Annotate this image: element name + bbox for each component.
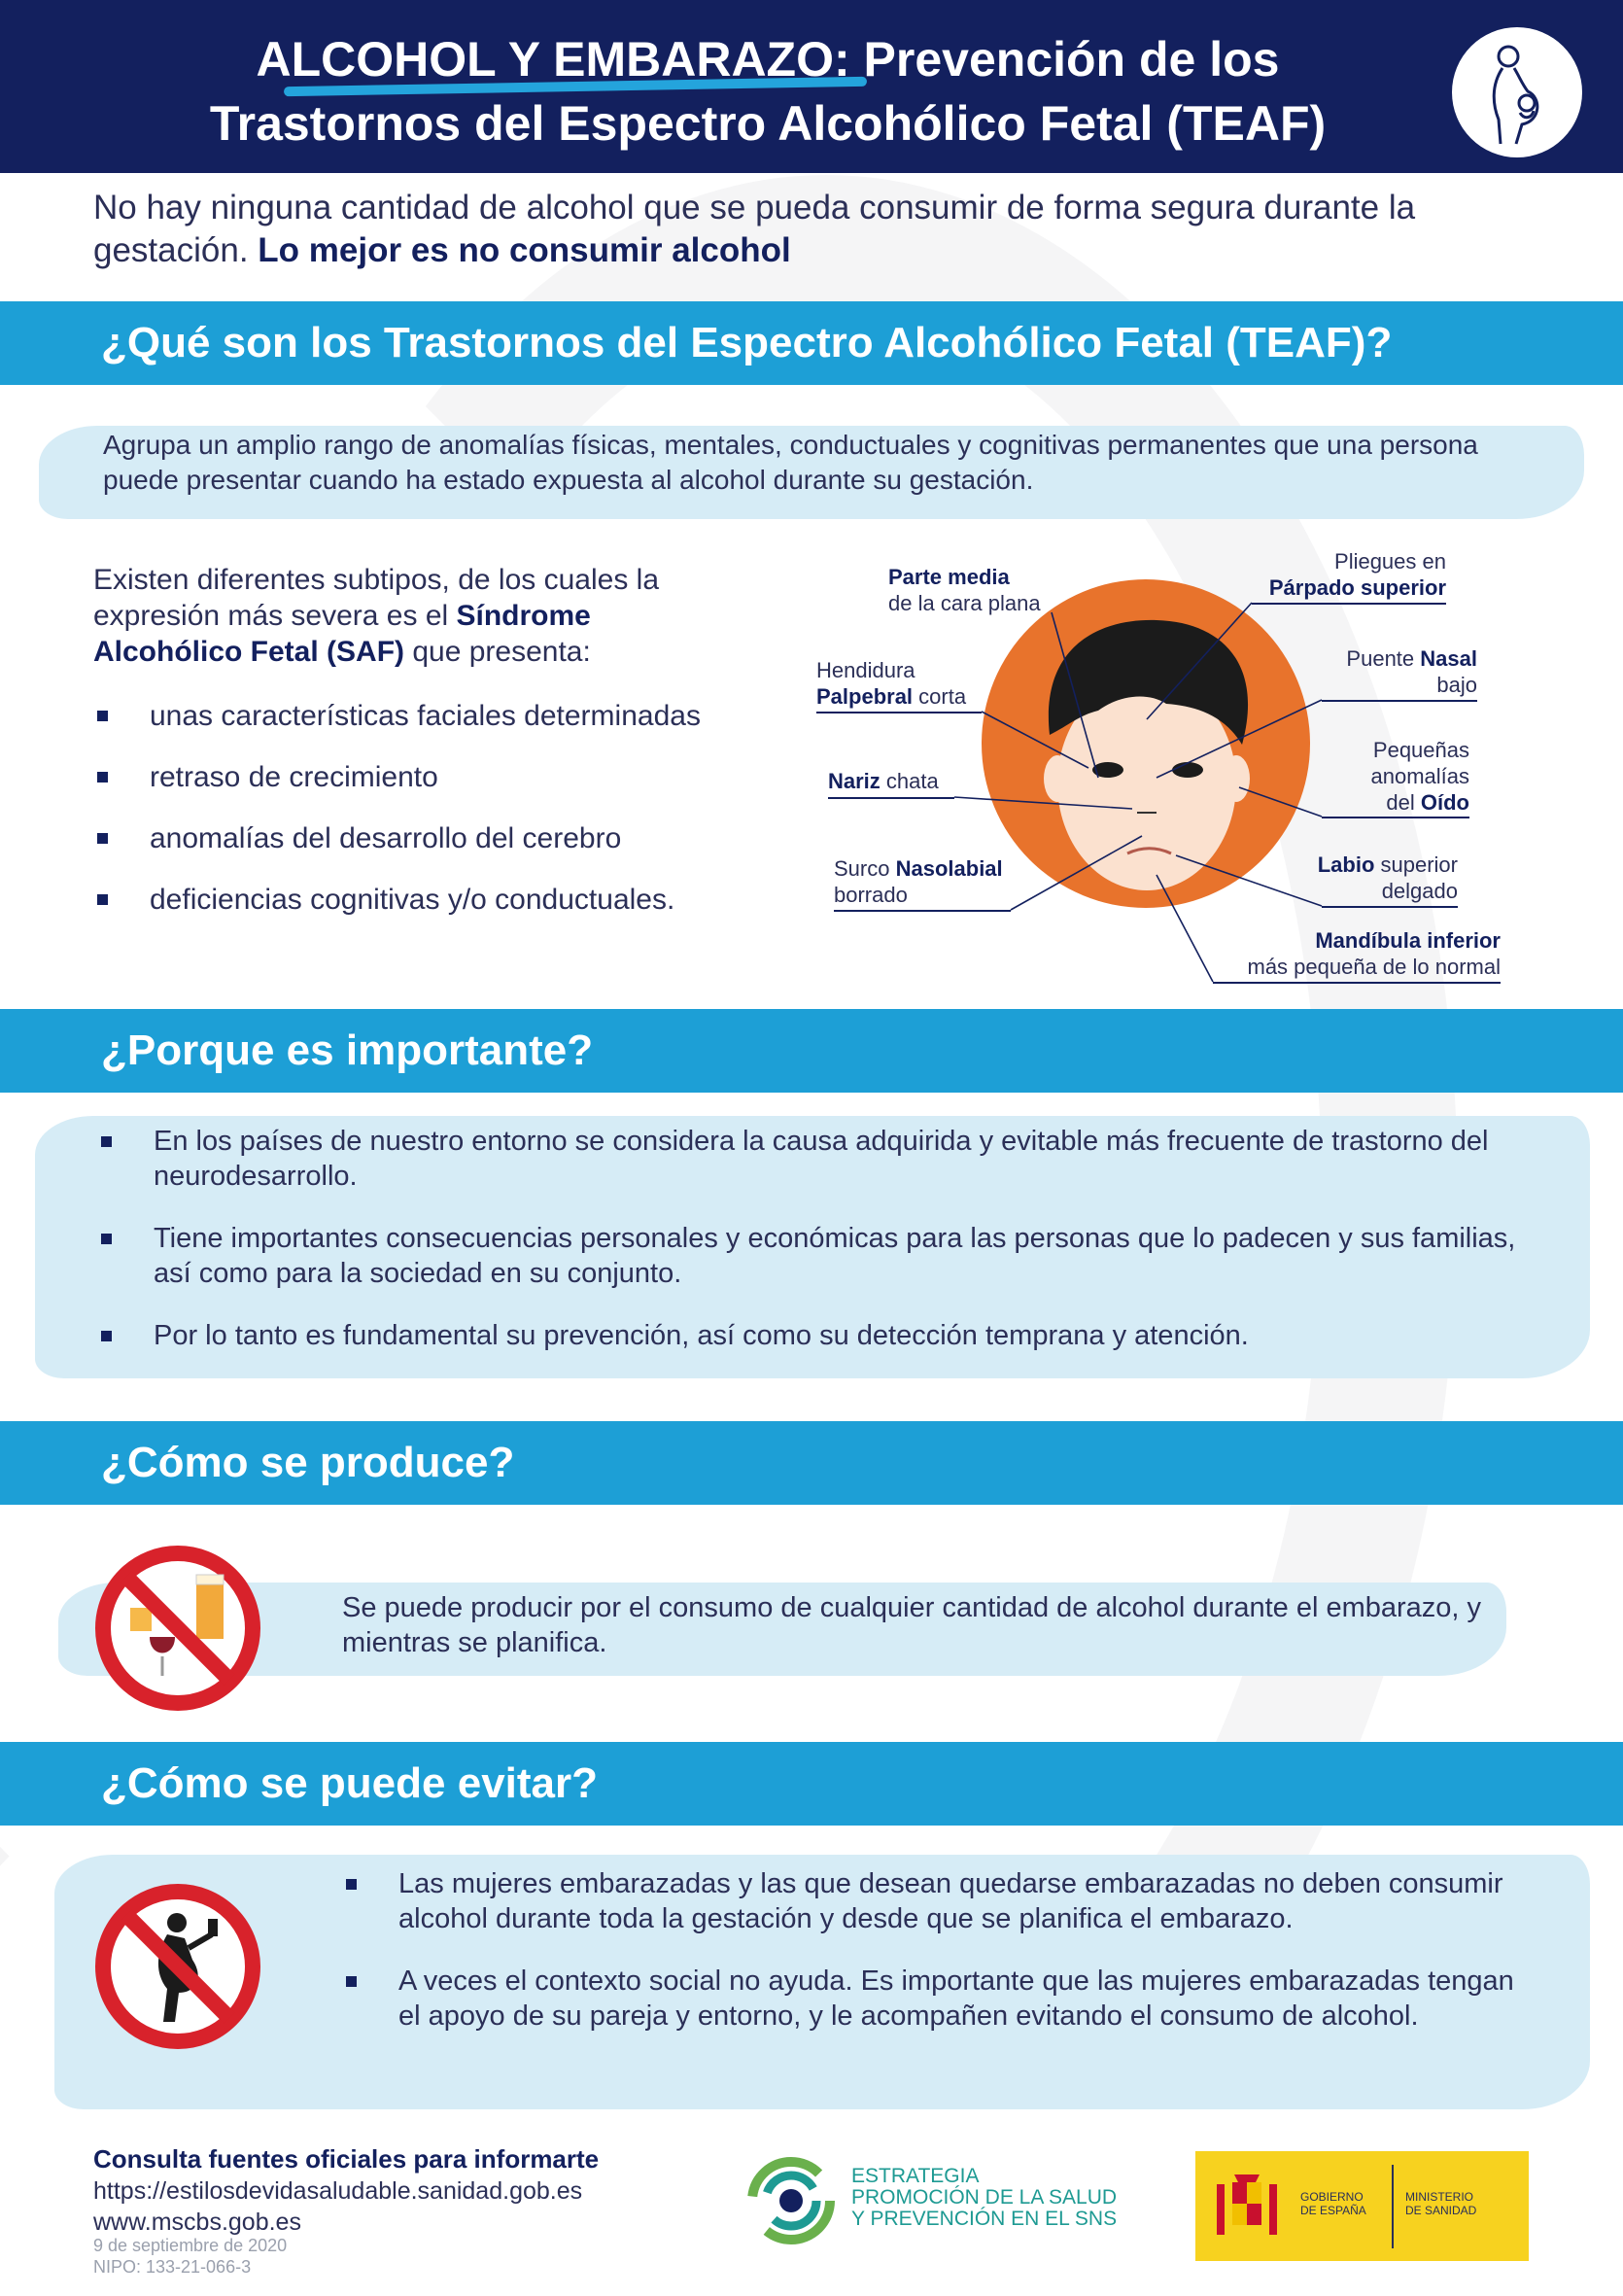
gobierno-text: GOBIERNO DE ESPAÑA (1300, 2190, 1366, 2217)
title-bold: ALCOHOL Y EMBARAZO: (256, 32, 850, 87)
list-item: retraso de crecimiento (93, 759, 793, 795)
label-jaw: Mandíbula inferior más pequeña de lo normal (1247, 928, 1501, 979)
label-nasal: Puente Nasal bajo (1346, 646, 1477, 697)
title-rest: Prevención de los (863, 32, 1280, 87)
subtypes-pre: Existen diferentes subtipos, de los cuales la expresión más severa es el (93, 564, 659, 632)
footer-link[interactable]: https://estilosdevidasaludable.sanidad.gob.es (93, 2177, 583, 2205)
section-title: ¿Cómo se produce? (101, 1439, 515, 1486)
list-item: anomalías del desarrollo del cerebro (93, 820, 793, 856)
importance-list (97, 1124, 1516, 1353)
definition-text: Agrupa un amplio rango de anomalías físicas, mentales, conductuales y cognitivas permanentes que una persona puede presentar cuando ha estado expuesta al alcohol durante su gestación. (103, 430, 1478, 495)
label-ear: Pequeñas anomalías del Oído (1370, 738, 1469, 815)
footer-nipo: NIPO: 133-21-066-3 (93, 2257, 252, 2277)
section-band (0, 1742, 1623, 1826)
label-eyelid: Pliegues en Párpado superior (1268, 549, 1446, 600)
no-alcohol-icon (95, 1546, 260, 1711)
no-drinking-pregnant-icon (95, 1884, 260, 2049)
section-band (0, 1009, 1623, 1093)
list-item: Las mujeres embarazadas y las que desean quedarse embarazadas no deben consumir alcohol durante toda la gestación y desde que se planifica el embarazo. (342, 1866, 1537, 1936)
section-title: ¿Qué son los Trastornos del Espectro Alcohólico Fetal (TEAF)? (101, 319, 1393, 366)
footer-link[interactable]: www.mscbs.gob.es (93, 2209, 301, 2236)
label-palpebral: Hendidura Palpebral corta (816, 658, 967, 709)
title-line2: Trastornos del Espectro Alcohólico Fetal (TEAF) (209, 96, 1327, 151)
ministerio-text: MINISTERIO DE SANIDAD (1405, 2190, 1477, 2217)
list-item: deficiencias cognitivas y/o conductuales. (93, 882, 793, 918)
section-title: ¿Porque es importante? (101, 1026, 594, 1074)
cause-text: Se puede producir por el consumo de cualquier cantidad de alcohol durante el embarazo, y mientras se planifica. (342, 1592, 1482, 1658)
section-title: ¿Cómo se puede evitar? (101, 1759, 599, 1807)
section-band (0, 1421, 1623, 1505)
label-lip: Labio superior delgado (1317, 852, 1458, 903)
list-item: unas características faciales determinadas (93, 698, 793, 734)
logo-divider (1392, 2165, 1394, 2248)
label-philtrum: Surco Nasolabial borrado (834, 856, 1003, 907)
list-item: En los países de nuestro entorno se considera la causa adquirida y evitable más frecuente de trastorno del neurodesarrollo. (97, 1124, 1516, 1194)
prevention-list (342, 1866, 1537, 2034)
estrategia-text: ESTRATEGIA PROMOCIÓN DE LA SALUD Y PREVENCIÓN EN EL SNS (851, 2165, 1118, 2230)
estrategia-logo-icon (746, 2156, 836, 2245)
coat-of-arms-icon (1213, 2165, 1281, 2248)
list-item: Por lo tanto es fundamental su prevención, así como su detección temprana y atención. (97, 1318, 1516, 1353)
subtypes-bold: Síndrome Alcohólico Fetal (SAF) (93, 600, 591, 668)
footer-title: Consulta fuentes oficiales para informarte (93, 2144, 600, 2174)
subtypes-post: que presenta: (412, 636, 591, 668)
footer-date: 9 de septiembre de 2020 (93, 2236, 288, 2255)
government-logo (1195, 2151, 1529, 2261)
label-nose: Nariz chata (828, 769, 939, 793)
intro-emphasis: Lo mejor es no consumir alcohol (258, 231, 791, 269)
list-item: Tiene importantes consecuencias personales y económicas para las personas que lo padecen y sus familias, así como para la sociedad en su conjunto. (97, 1221, 1516, 1291)
leader-lines (0, 0, 1623, 1069)
intro-statement: No hay ninguna cantidad de alcohol que se pueda consumir de forma segura durante la gestación. (93, 189, 1416, 269)
list-item: A veces el contexto social no ayuda. Es importante que las mujeres embarazadas tengan el apoyo de su pareja y entorno, y le acompañen evitando el consumo de alcohol. (342, 1964, 1537, 2034)
label-midface: Parte media de la cara plana (888, 565, 1041, 615)
